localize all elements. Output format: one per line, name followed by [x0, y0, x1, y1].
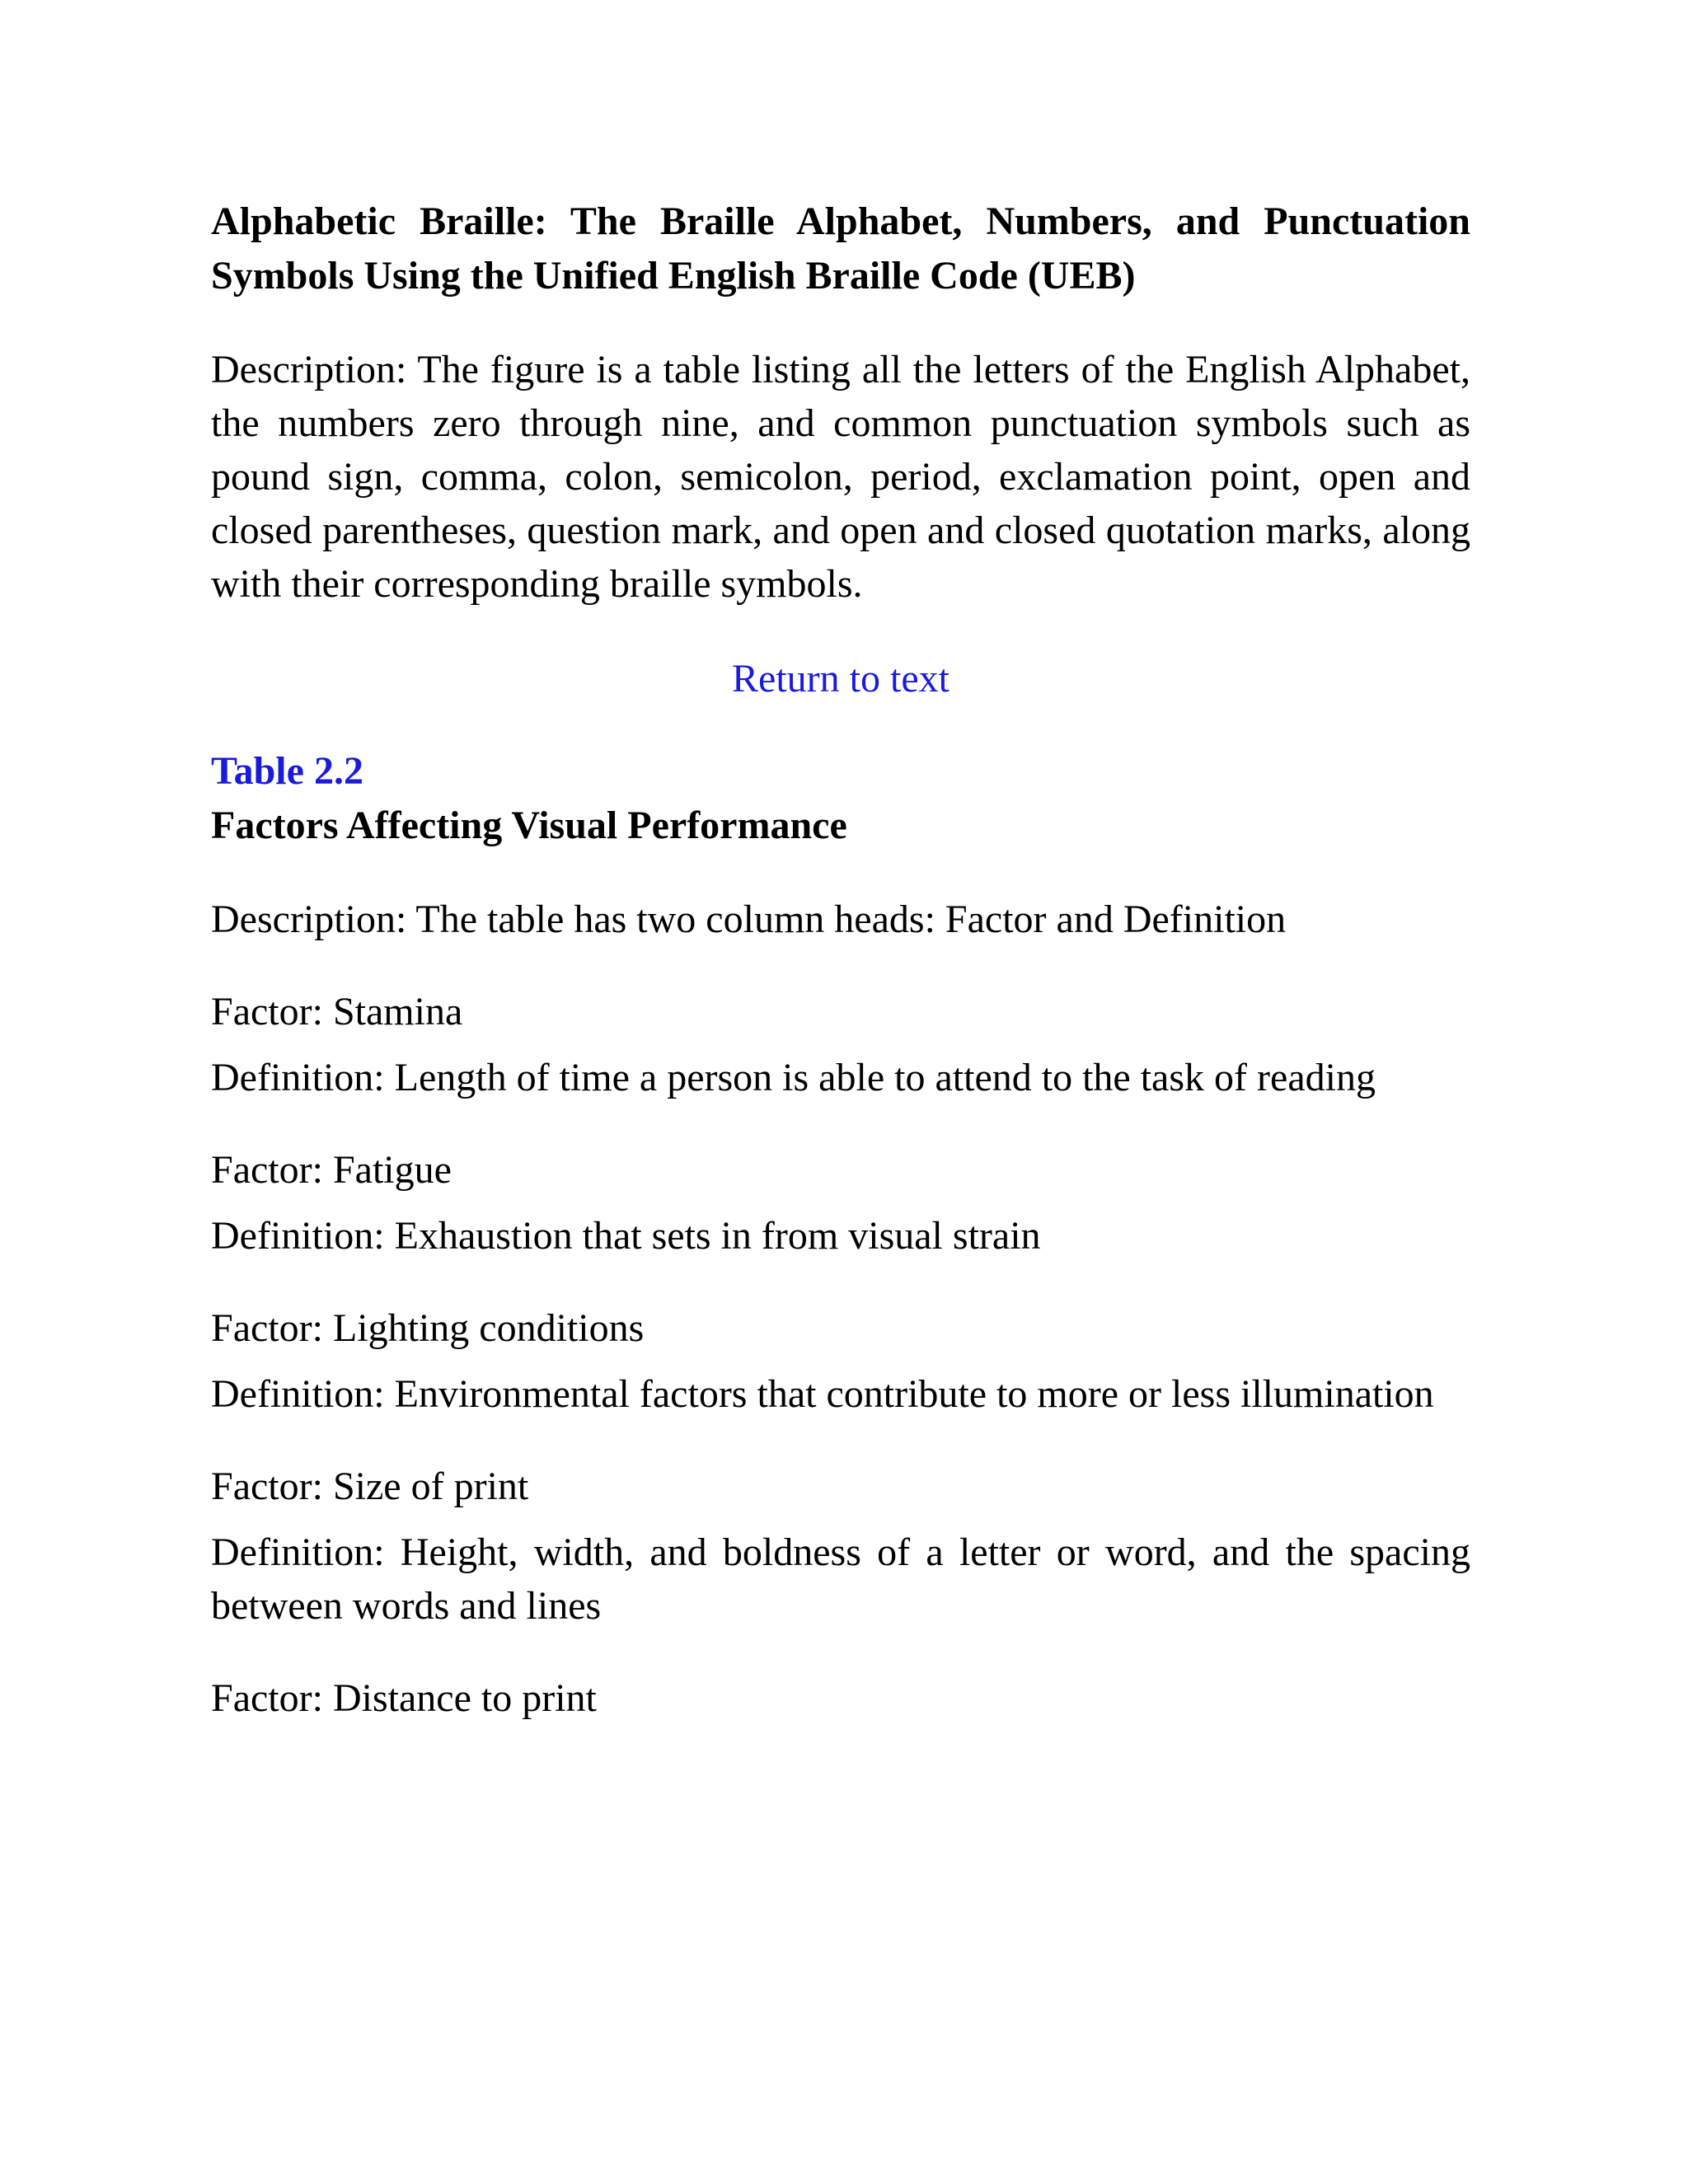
- factor-entry-size-of-print: [211, 1460, 1470, 1633]
- factor-label: Factor: Distance to print: [211, 1676, 597, 1720]
- factor-list: [211, 985, 1470, 1726]
- return-to-text-link[interactable]: Return to text: [732, 657, 950, 701]
- factor-label: Factor: Lighting conditions: [211, 1306, 645, 1350]
- factor-label: Factor: Size of print: [211, 1465, 529, 1508]
- factor-definition: Definition: Length of time a person is able to attend to the task of reading: [211, 1056, 1376, 1099]
- table-label: Table 2.2: [211, 749, 363, 793]
- table-title: Factors Affecting Visual Performance: [211, 804, 847, 847]
- factor-entry-lighting: [211, 1301, 1470, 1421]
- factor-definition: Definition: Height, width, and boldness of a letter or word, and the spacing between words and lines: [211, 1530, 1470, 1628]
- factor-entry-distance: [211, 1671, 1470, 1726]
- figure-heading: Alphabetic Braille: The Braille Alphabet, Numbers, and Punctuation Symbols Using the Unified English Braille Code (UEB): [211, 199, 1470, 298]
- figure-description: Description: The figure is a table listing all the letters of the English Alphabet, the numbers zero through nine, and common punctuation symbols such as pound sign, comma, colon, semicolon, period, exclamation point, open and closed parentheses, question mark, and open and closed quotation marks, along with their corresponding braille symbols.: [211, 348, 1470, 606]
- table-description: Description: The table has two column heads: Factor and Definition: [211, 898, 1287, 941]
- factor-definition: Definition: Exhaustion that sets in from visual strain: [211, 1214, 1041, 1258]
- factor-entry-fatigue: [211, 1143, 1470, 1263]
- factor-entry-stamina: [211, 985, 1470, 1104]
- factor-definition: Definition: Environmental factors that contribute to more or less illumination: [211, 1372, 1434, 1416]
- factor-label: Factor: Fatigue: [211, 1148, 452, 1192]
- document-page: [211, 194, 1470, 1726]
- factor-label: Factor: Stamina: [211, 990, 463, 1033]
